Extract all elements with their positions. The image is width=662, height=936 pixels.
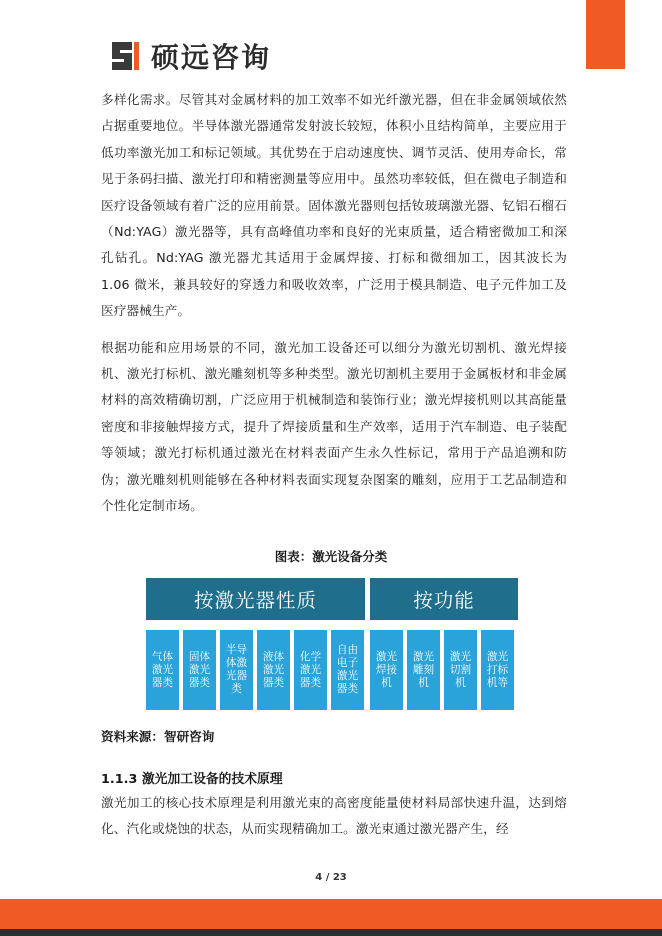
category-semiconductor-laser: 半导体激光器类 — [220, 630, 253, 710]
source-note: 资料来源：智研咨询 — [101, 729, 215, 744]
category-chemical-laser: 化学激光器类 — [294, 630, 327, 710]
category-laser-engraver: 激光雕刻机 — [407, 630, 440, 710]
header-by-function: 按功能 — [370, 578, 518, 620]
header-by-nature: 按激光器性质 — [146, 578, 365, 620]
paragraph-technical-principle: 激光加工的核心技术原理是利用激光束的高密度能量使材料局部快速升温，达到熔化、汽化或烧蚀的状态，从而实现精确加工。激光束通过激光器产生，经 — [101, 795, 567, 837]
category-laser-welder: 激光焊接机 — [370, 630, 403, 710]
footer-dark-line — [0, 929, 662, 936]
page-number: 4 / 23 — [315, 872, 347, 883]
category-laser-cutter: 激光切割机 — [444, 630, 477, 710]
body-text — [101, 87, 567, 520]
paragraph-equipment-types: 根据功能和应用场景的不同，激光加工设备还可以细分为激光切割机、激光焊接机、激光打标机、激光雕刻机等多种类型。激光切割机主要用于金属板材和非金属材料的高效精确切割，广泛应用于机械制造和装饰行业；激光焊接机则以其高能量密度和非接触焊接方式，提升了焊接质量和生产效率，适用于汽车制造、电子装配等领域；激光打标机通过激光在材料表面产生永久性标记，常用于产品追溯和防伪；激光雕刻机则能够在各种材料表面实现复杂图案的雕刻，应用于工艺品制造和个性化定制市场。 — [101, 339, 567, 514]
category-liquid-laser: 液体激光器类 — [257, 630, 290, 710]
brand-logo-icon — [108, 39, 142, 73]
section-heading: 1.1.3 激光加工设备的技术原理 — [101, 772, 283, 787]
figure-caption: 图表：激光设备分类 — [274, 549, 388, 564]
category-laser-marker: 激光打标机等 — [481, 630, 514, 710]
brand-name: 硕远咨询 — [151, 41, 272, 74]
category-solid-laser: 固体激光器类 — [183, 630, 216, 710]
section-body — [101, 790, 567, 843]
category-gas-laser: 气体激光器类 — [146, 630, 179, 710]
corner-accent-tab — [586, 0, 625, 69]
paragraph-laser-types: 多样化需求。尽管其对金属材料的加工效率不如光纤激光器，但在非金属领域依然占据重要地位。半导体激光器通常发射波长较短，体积小且结构简单，主要应用于低功率激光加工和标记领域。其优势在于启动速度快、调节灵活、使用寿命长，常见于条码扫描、激光打印和精密测量等应用中。虽然功率较低，但在微电子制造和医疗设备领域有着广泛的应用前景。固体激光器则包括钕玻璃激光器、钇铝石榴石（Nd:YAG）激光器等，具有高峰值功率和良好的光束质量，适合精密微加工和深孔钻孔。Nd:YAG 激光器尤其适用于金属焊接、打标和微细加工，因其波长为 1.06 微米，兼具较好的穿透力和吸收效率，广泛用于模具制造、电子元件加工及医疗器械生产。 — [101, 92, 567, 319]
footer-accent-bar — [0, 899, 662, 929]
classification-diagram — [146, 578, 518, 710]
category-free-electron-laser: 自由电子激光器类 — [331, 630, 364, 710]
brand-logo — [108, 36, 271, 76]
